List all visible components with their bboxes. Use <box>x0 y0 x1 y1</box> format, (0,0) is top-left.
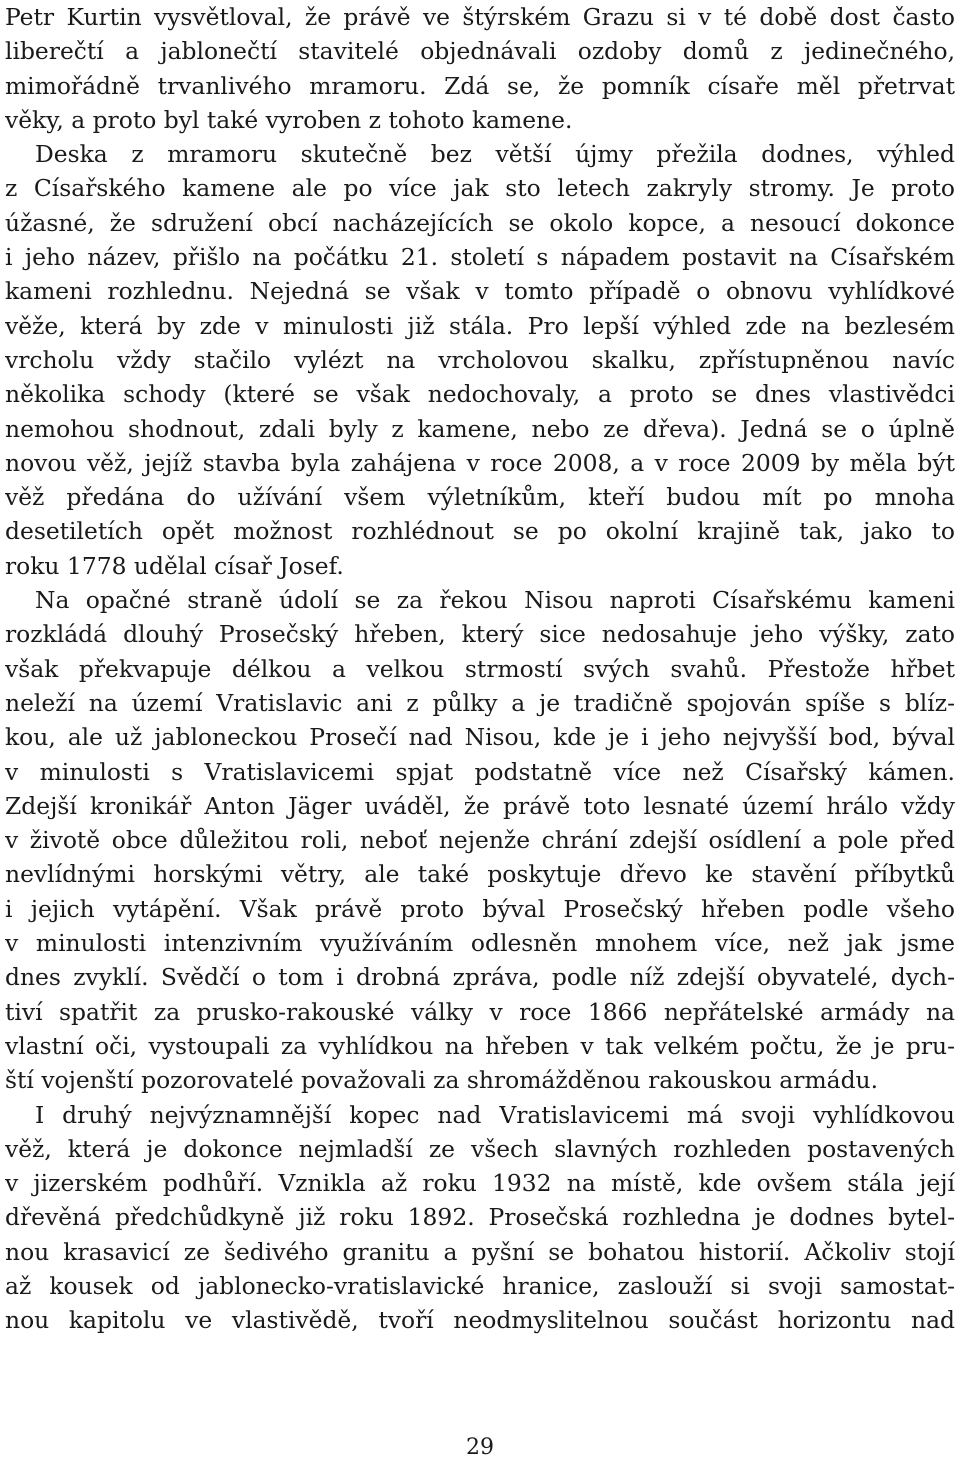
text-line: Petr Kurtin vysvětloval, že právě ve štýrském Grazu si v té době dost často <box>5 3 955 31</box>
text-line: v minulosti s Vratislavicemi spjat podstatně více než Císařský kámen. <box>5 757 955 786</box>
text-line: dnes zvyklí. Svědčí o tom i drobná zpráva, podle níž zdejší obyvatelé, dych- <box>5 963 955 992</box>
text-line: v životě obce důležitou roli, neboť nejenže chrání zdejší osídlení a pole před <box>5 826 955 855</box>
text-line: I druhý nejvýznamnější kopec nad Vratislavicemi má svoji vyhlídkovou <box>35 1100 955 1129</box>
text-line: liberečtí a jablonečtí stavitelé objednávali ozdoby domů z jedinečného, <box>5 37 955 66</box>
text-line: vlastní oči, vystoupali za vyhlídkou na hřeben v tak velkém počtu, že je pru- <box>5 1031 955 1060</box>
text-line: kameni rozhlednu. Nejedná se však v tomto případě o obnovu vyhlídkové <box>5 277 955 306</box>
text-line: nemohou shodnout, zdali byly z kamene, nebo ze dřeva). Jedná se o úplně <box>5 414 955 443</box>
text-line: v jizerském podhůří. Vznikla až roku 1932 na místě, kde ovšem stála její <box>5 1169 955 1198</box>
text-line: úžasné, že sdružení obcí nacházejících se okolo kopce, a nesoucí dokonce <box>5 208 955 237</box>
text-line: Zdejší kronikář Anton Jäger uváděl, že právě toto lesnaté území hrálo vždy <box>5 791 955 820</box>
text-line: věže, která by zde v minulosti již stála. Pro lepší výhled zde na bezlesém <box>5 311 955 340</box>
text-line: až kousek od jablonecko-vratislavické hranice, zaslouží si svoji samostat- <box>5 1271 955 1300</box>
text-line: v minulosti intenzivním využíváním odlesněn mnohem více, než jak jsme <box>5 929 955 958</box>
text-line: nou kapitolu ve vlastivědě, tvoří neodmyslitelnou součást horizontu nad <box>5 1306 955 1335</box>
text-line: i jejich vytápění. Však právě proto býval Prosečský hřeben podle všeho <box>5 894 955 923</box>
text-line: rozkládá dlouhý Prosečský hřeben, který sice nedosahuje jeho výšky, zato <box>5 620 955 649</box>
text-line: z Císařského kamene ale po více jak sto letech zakryly stromy. Je proto <box>5 174 955 203</box>
body-text <box>5 0 955 1338</box>
text-line: nou krasavicí ze šedivého granitu a pyšní se bohatou historií. Ačkoliv stojí <box>5 1237 955 1266</box>
page-number: 29 <box>466 1435 494 1460</box>
text-line: několika schody (které se však nedochovaly, a proto se dnes vlastivědci <box>5 380 955 409</box>
text-line: roku 1778 udělal císař Josef. <box>5 551 344 580</box>
text-line: věž, která je dokonce nejmladší ze všech slavných rozhleden postavených <box>5 1134 955 1163</box>
text-line: novou věž, jejíž stavba byla zahájena v roce 2008, a v roce 2009 by měla být <box>5 448 955 477</box>
text-line: Deska z mramoru skutečně bez větší újmy přežila dodnes, výhled <box>35 140 955 169</box>
text-line: však překvapuje délkou a velkou strmostí svých svahů. Přestože hřbet <box>5 654 955 683</box>
text-line: dřevěná předchůdkyně již roku 1892. Prosečská rozhledna je dodnes bytel- <box>5 1203 955 1232</box>
text-line: vrcholu vždy stačilo vylézt na vrcholovou skalku, zpřístupněnou navíc <box>5 345 955 374</box>
text-line: věky, a proto byl také vyroben z tohoto kamene. <box>5 105 573 134</box>
text-line: desetiletích opět možnost rozhlédnout se po okolní krajině tak, jako to <box>5 517 955 546</box>
text-line: mimořádně trvanlivého mramoru. Zdá se, že pomník císaře měl přetrvat <box>5 71 955 100</box>
text-line: Na opačné straně údolí se za řekou Nisou naproti Císařskému kameni <box>35 586 955 615</box>
text-line: i jeho název, přišlo na počátku 21. století s nápadem postavit na Císařském <box>5 243 955 272</box>
text-line: tiví spatřit za prusko-rakouské války v roce 1866 nepřátelské armády na <box>5 997 955 1026</box>
text-line: neleží na území Vratislavic ani z půlky a je tradičně spojován spíše s blíz- <box>5 688 955 717</box>
text-line: věž předána do užívání všem výletníkům, kteří budou mít po mnoha <box>5 483 955 512</box>
text-line: kou, ale už jabloneckou Prosečí nad Nisou, kde je i jeho nejvyšší bod, býval <box>5 723 955 752</box>
text-line: ští vojenští pozorovatelé považovali za shromážděnou rakouskou armádu. <box>5 1066 879 1095</box>
text-line: nevlídnými horskými větry, ale také poskytuje dřevo ke stavění příbytků <box>5 860 955 889</box>
